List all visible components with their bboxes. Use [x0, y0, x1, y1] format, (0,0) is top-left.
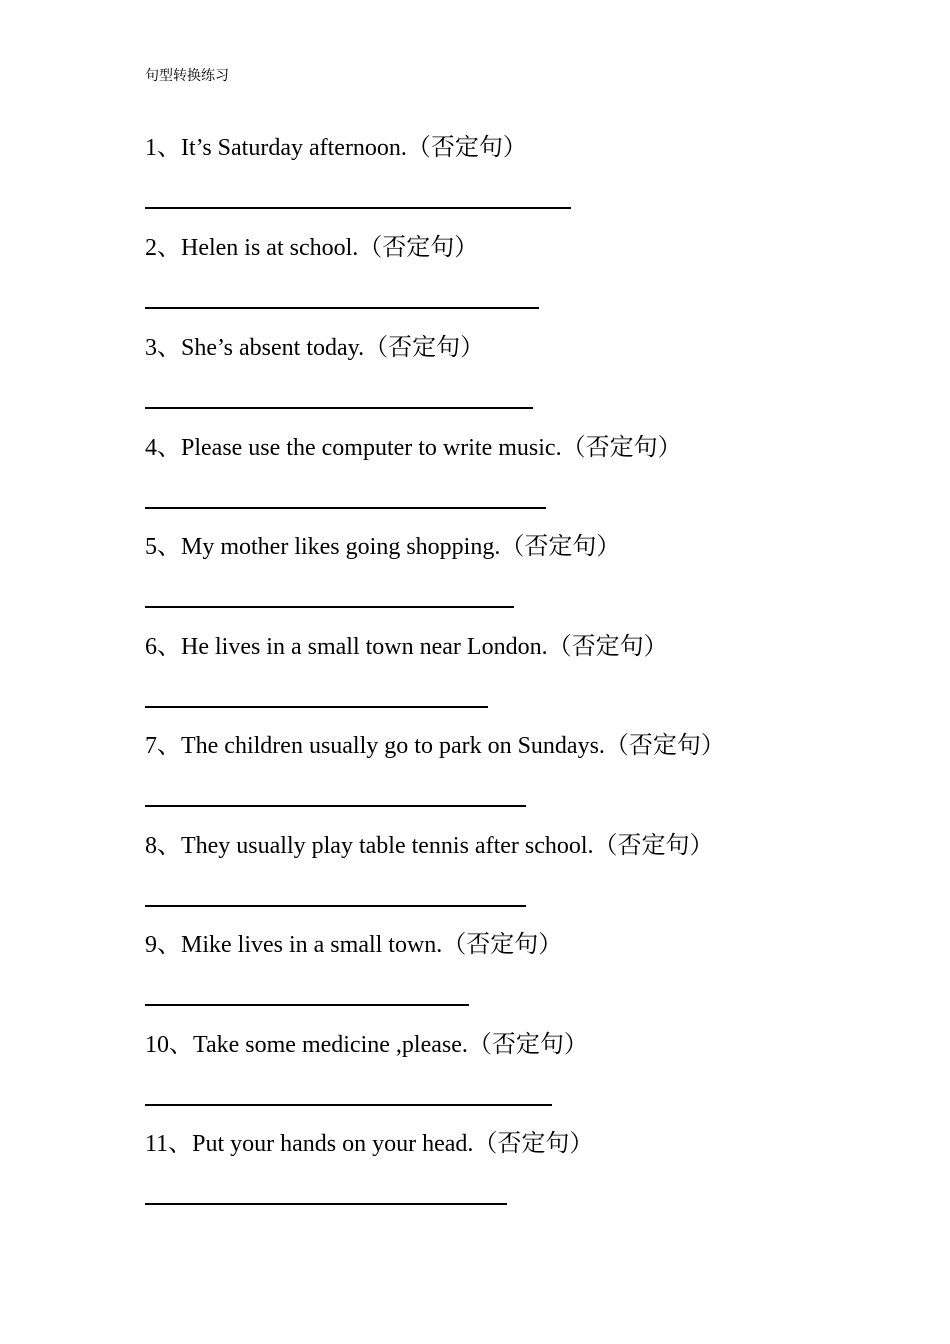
- question-text: 3、She’s absent today.（否定句）: [145, 335, 485, 361]
- question-text: 5、My mother likes going shopping.（否定句）: [145, 534, 621, 560]
- question-item-4: [145, 433, 905, 463]
- question-item-9: [145, 930, 905, 960]
- question-item-6: [145, 632, 905, 662]
- question-item-2: [145, 233, 905, 263]
- question-item-5: [145, 532, 905, 562]
- question-item-3: [145, 333, 905, 363]
- question-text: 2、Helen is at school.（否定句）: [145, 235, 479, 261]
- question-text: 4、Please use the computer to write music.（否定句）: [145, 435, 682, 461]
- answer-line[interactable]: [145, 905, 526, 907]
- question-item-10: [145, 1030, 905, 1060]
- question-text: 10、Take some medicine ,please.（否定句）: [145, 1032, 588, 1058]
- question-text: 1、It’s Saturday afternoon.（否定句）: [145, 135, 527, 161]
- question-text: 7、The children usually go to park on Sundays.（否定句）: [145, 733, 725, 759]
- answer-line[interactable]: [145, 307, 539, 309]
- answer-line[interactable]: [145, 606, 514, 608]
- question-item-1: [145, 133, 905, 163]
- worksheet-header: 句型转换练习: [145, 68, 229, 84]
- question-text: 6、He lives in a small town near London.（否定句）: [145, 634, 668, 660]
- answer-line[interactable]: [145, 1004, 469, 1006]
- question-text: 9、Mike lives in a small town.（否定句）: [145, 932, 563, 958]
- question-item-7: [145, 731, 905, 761]
- question-text: 8、They usually play table tennis after school.（否定句）: [145, 833, 714, 859]
- answer-line[interactable]: [145, 507, 546, 509]
- answer-line[interactable]: [145, 207, 571, 209]
- answer-line[interactable]: [145, 805, 526, 807]
- answer-line[interactable]: [145, 407, 533, 409]
- question-item-8: [145, 831, 905, 861]
- answer-line[interactable]: [145, 1104, 552, 1106]
- answer-line[interactable]: [145, 1203, 507, 1205]
- question-text: 11、Put your hands on your head.（否定句）: [145, 1131, 594, 1157]
- answer-line[interactable]: [145, 706, 488, 708]
- question-item-11: [145, 1129, 905, 1159]
